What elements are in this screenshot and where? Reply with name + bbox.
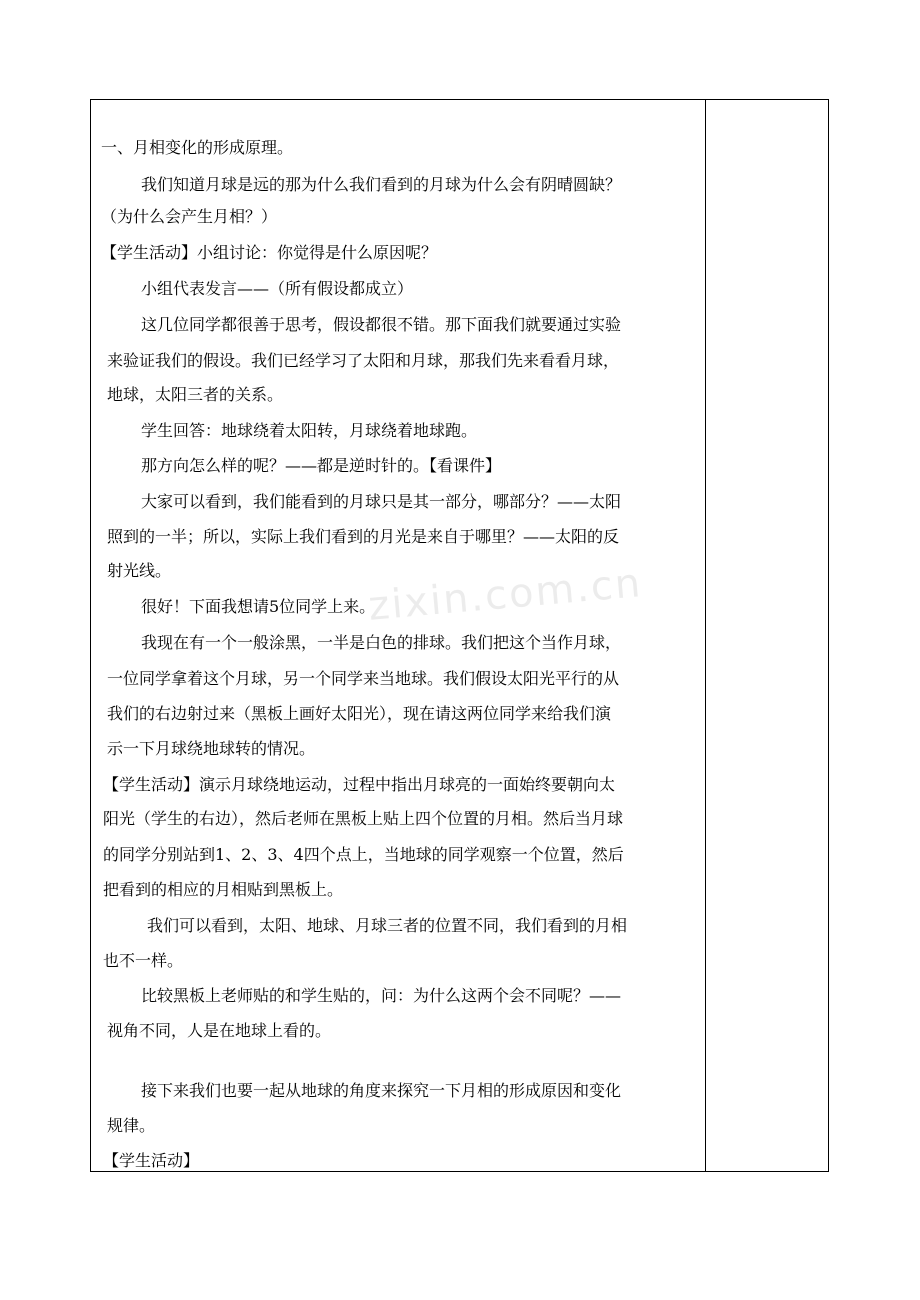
paragraph-line: 阳光（学生的右边），然后老师在黑板上贴上四个位置的月相。然后当月球 xyxy=(103,809,624,828)
paragraph-line: 那方向怎么样的呢？——都是逆时针的。【看课件】 xyxy=(141,456,502,475)
paragraph-line: 射光线。 xyxy=(107,561,172,580)
paragraph-line: 也不一样。 xyxy=(103,951,184,970)
paragraph-line: 地球，太阳三者的关系。 xyxy=(107,385,284,404)
paragraph-line: 这几位同学都很善于思考，假设都很不错。那下面我们就要通过实验 xyxy=(141,315,622,334)
paragraph-line: 视角不同，人是在地球上看的。 xyxy=(107,1021,332,1040)
paragraph-line: 我们可以看到，太阳、地球、月球三者的位置不同，我们看到的月相 xyxy=(147,916,628,935)
paragraph-line: 的同学分别站到1、2、3、4四个点上，当地球的同学观察一个位置，然后 xyxy=(103,845,624,864)
paragraph-line: 比较黑板上老师贴的和学生贴的，问：为什么这两个会不同呢？—— xyxy=(141,986,622,1005)
watermark: zixin.com.cn xyxy=(366,560,644,630)
paragraph-line: 示一下月球绕地球转的情况。 xyxy=(107,739,316,758)
activity-line: 【学生活动】 xyxy=(103,1151,200,1170)
activity-line: 【学生活动】演示月球绕地运动，过程中指出月球亮的一面始终要朝向太 xyxy=(103,775,616,794)
paragraph-line: 把看到的相应的月相贴到黑板上。 xyxy=(103,880,344,899)
paragraph-line: 学生回答：地球绕着太阳转，月球绕着地球跑。 xyxy=(141,421,478,440)
paragraph-line: 一位同学拿着这个月球，另一个同学来当地球。我们假设太阳光平行的从 xyxy=(107,669,620,688)
paragraph-line: 照到的一半；所以，实际上我们看到的月光是来自于哪里？——太阳的反 xyxy=(107,527,620,546)
paragraph-line: 我现在有一个一般涂黑，一半是白色的排球。我们把这个当作月球， xyxy=(141,633,622,652)
paragraph-line: 小组代表发言——（所有假设都成立） xyxy=(141,279,414,298)
lesson-table xyxy=(90,99,829,1172)
section-heading: 一、月相变化的形成原理。 xyxy=(101,138,294,157)
paragraph-line: 我们的右边射过来（黑板上画好太阳光），现在请这两位同学来给我们演 xyxy=(107,704,612,723)
paragraph-line: 接下来我们也要一起从地球的角度来探究一下月相的形成原因和变化 xyxy=(141,1081,622,1100)
lesson-content-cell xyxy=(91,100,705,1171)
paragraph-line: （为什么会产生月相？） xyxy=(101,207,278,226)
paragraph-line: 很好！下面我想请5位同学上来。 xyxy=(141,597,376,616)
column-divider xyxy=(705,100,706,1171)
activity-line: 【学生活动】小组讨论：你觉得是什么原因呢？ xyxy=(101,243,438,262)
paragraph-line: 规律。 xyxy=(107,1116,156,1135)
paragraph-line: 来验证我们的假设。我们已经学习了太阳和月球，那我们先来看看月球， xyxy=(107,351,620,370)
paragraph-line: 大家可以看到，我们能看到的月球只是其一部分，哪部分？——太阳 xyxy=(141,492,622,511)
paragraph-line: 我们知道月球是远的那为什么我们看到的月球为什么会有阴晴圆缺？ xyxy=(141,175,622,194)
